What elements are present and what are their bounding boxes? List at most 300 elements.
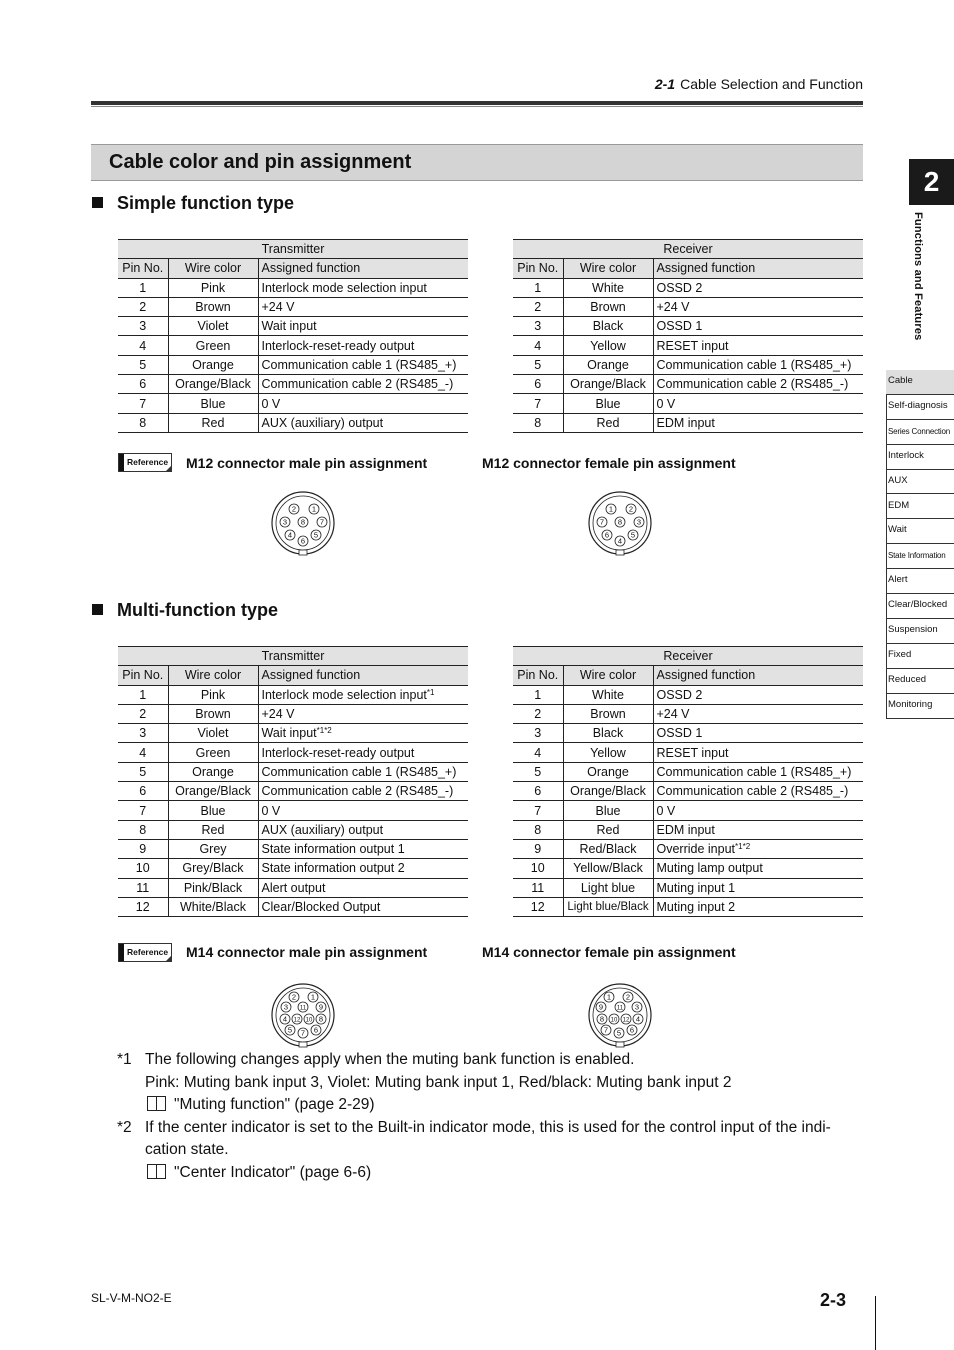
assigned-function-cell [653, 859, 863, 878]
side-tab-fixed[interactable]: Fixed [886, 644, 954, 669]
assigned-function-cell [258, 782, 468, 801]
wire-color: Green [195, 338, 231, 353]
column-header: Wire color [168, 666, 258, 685]
pin-number: 1 [139, 280, 147, 295]
pin-label: 11 [616, 1005, 624, 1012]
pin-label: 3 [636, 517, 642, 527]
assigned-function-cell [653, 317, 863, 336]
pin-number-cell [118, 762, 168, 781]
side-tab-state-information[interactable]: State Information [886, 544, 954, 569]
footnotes [117, 1049, 867, 1184]
wire-color-cell [563, 704, 653, 723]
pin-number: 3 [534, 319, 542, 334]
assigned-function: Communication cable 2 (RS485_-) [261, 377, 454, 392]
assigned-function: RESET input [656, 338, 729, 353]
column-header: Wire color [563, 666, 653, 685]
wire-color: Pink [200, 687, 226, 702]
table-row [513, 820, 863, 839]
assigned-function: Communication cable 1 (RS485_+) [656, 764, 852, 779]
assigned-function-cell [653, 375, 863, 394]
assigned-function-cell [653, 355, 863, 374]
wire-color: Black [592, 319, 624, 334]
pin-label: 5 [287, 1025, 293, 1035]
wire-color-cell [168, 355, 258, 374]
wire-color: Red [201, 822, 225, 837]
assigned-function-cell [653, 685, 863, 704]
wire-color-cell [168, 317, 258, 336]
side-tab-self-diagnosis[interactable]: Self-diagnosis [886, 395, 954, 420]
pin-number: 4 [534, 338, 542, 353]
assigned-function-cell [653, 839, 863, 858]
assigned-function: Communication cable 2 (RS485_-) [656, 784, 849, 799]
table-caption: Transmitter [118, 240, 468, 259]
pin-number-cell [118, 394, 168, 413]
pin-number-cell [513, 704, 563, 723]
table-row [513, 878, 863, 897]
wire-color-cell [563, 297, 653, 316]
assigned-function: Muting lamp output [656, 861, 763, 876]
pin-label: 1 [311, 504, 317, 514]
pin-number-cell [118, 413, 168, 432]
pin-number: 1 [534, 687, 542, 702]
pin-number-cell [513, 859, 563, 878]
pin-number: 9 [139, 842, 147, 857]
table-row [513, 336, 863, 355]
table-row [118, 413, 468, 432]
pin-label: 1 [608, 504, 614, 514]
pin-label: 10 [610, 1017, 618, 1024]
pin-number-cell [513, 317, 563, 336]
wire-color-cell [563, 413, 653, 432]
pin-number: 10 [530, 861, 545, 876]
assigned-function-cell [258, 355, 468, 374]
assigned-function-cell [653, 394, 863, 413]
pin-number: 3 [139, 319, 147, 334]
wire-color-cell [563, 743, 653, 762]
connector-key [616, 1042, 624, 1047]
pin-number: 9 [534, 842, 542, 857]
pin-number-cell [513, 413, 563, 432]
wire-color-cell [563, 724, 653, 743]
pin-number: 8 [534, 415, 542, 430]
side-tab-alert[interactable]: Alert [886, 569, 954, 594]
assigned-function-cell [653, 413, 863, 432]
pin-number: 6 [534, 784, 542, 799]
table-row [118, 724, 468, 743]
wire-color-cell [168, 413, 258, 432]
pin-number-cell [513, 897, 563, 916]
pin-number: 5 [139, 357, 147, 372]
assigned-function-cell [258, 685, 468, 704]
wire-color: White [592, 280, 624, 295]
column-header: Pin No. [118, 666, 168, 685]
wire-color: Violet [197, 726, 229, 741]
table-row [118, 839, 468, 858]
wire-color-cell [168, 762, 258, 781]
pin-number: 11 [531, 880, 545, 895]
running-header [520, 76, 863, 92]
pin-label: 8 [617, 517, 623, 527]
footnote-1-link[interactable] [145, 1094, 867, 1117]
pin-number: 7 [139, 803, 147, 818]
wire-color-cell [563, 336, 653, 355]
pin-number: 7 [534, 803, 542, 818]
pin-number-cell [513, 375, 563, 394]
reference-label: Reference [127, 947, 169, 957]
pin-number-cell [118, 743, 168, 762]
pin-label: 1 [606, 992, 612, 1002]
side-tab-monitoring[interactable]: Monitoring [886, 694, 954, 719]
pin-number-cell [118, 278, 168, 297]
table-caption: Receiver [513, 647, 863, 666]
pin-number-cell [513, 355, 563, 374]
wire-color: Blue [200, 396, 226, 411]
wire-color-cell [563, 839, 653, 858]
pin-number-cell [513, 782, 563, 801]
side-tab-suspension[interactable]: Suspension [886, 619, 954, 644]
assigned-function-cell [258, 743, 468, 762]
column-header: Assigned function [653, 666, 863, 685]
footnote-1 [117, 1049, 867, 1117]
side-tab-wait[interactable]: Wait [886, 519, 954, 544]
table-row [513, 743, 863, 762]
pin-label: 2 [625, 992, 631, 1002]
assigned-function: OSSD 1 [656, 726, 703, 741]
header-rule [91, 101, 863, 105]
assigned-function-cell [653, 336, 863, 355]
assigned-function-cell [653, 801, 863, 820]
pin-label: 9 [318, 1002, 324, 1012]
assigned-function-cell [258, 878, 468, 897]
table-row [513, 782, 863, 801]
section-banner [91, 144, 863, 181]
pin-number: 10 [135, 861, 150, 876]
wire-color: Orange [587, 764, 629, 779]
table-row [513, 375, 863, 394]
wire-color: Red [596, 822, 620, 837]
wire-color: Orange [587, 357, 629, 372]
m14-female-connector-diagram [585, 980, 655, 1050]
wire-color-cell [168, 820, 258, 839]
chapter-number-tab[interactable]: 2 [909, 159, 954, 205]
table-row [118, 859, 468, 878]
footnote-1-link-text[interactable]: "Muting function" (page 2-29) [174, 1096, 375, 1113]
wire-color: Brown [195, 300, 231, 315]
pin-number: 4 [534, 745, 542, 760]
pin-label: 7 [300, 1028, 306, 1038]
pin-label: 12 [293, 1017, 301, 1024]
pin-label: 4 [635, 1014, 641, 1024]
chapter-title-vertical [910, 212, 928, 362]
wire-color-cell [168, 704, 258, 723]
multi-heading-text: Multi-function type [117, 600, 278, 620]
assigned-function: OSSD 2 [656, 687, 703, 702]
assigned-function: Communication cable 1 (RS485_+) [656, 357, 852, 372]
wire-color: Blue [200, 803, 226, 818]
table-row [513, 724, 863, 743]
pin-number: 2 [534, 707, 542, 722]
wire-color: Orange/Black [570, 784, 646, 799]
pin-label: 4 [282, 1014, 288, 1024]
wire-color-cell [168, 336, 258, 355]
table-row [118, 375, 468, 394]
page-number: 2-3 [820, 1290, 847, 1310]
pin-label: 7 [603, 1025, 609, 1035]
assigned-function: +24 V [261, 300, 295, 315]
reference-icon [118, 943, 172, 962]
table-row [118, 317, 468, 336]
assigned-function-cell [653, 278, 863, 297]
assigned-function-cell [653, 878, 863, 897]
header-section-number: 2-1 [654, 76, 676, 92]
table-row [118, 897, 468, 916]
wire-color: Orange [192, 764, 234, 779]
wire-color: Grey [199, 842, 227, 857]
bullet-square [92, 604, 103, 615]
pin-number-cell [118, 297, 168, 316]
assigned-function: OSSD 2 [656, 280, 703, 295]
pin-label: 2 [628, 504, 634, 514]
wire-color: Pink/Black [183, 880, 243, 895]
pin-label: 3 [283, 1002, 289, 1012]
table-row [118, 704, 468, 723]
assigned-function-cell [258, 762, 468, 781]
footnote-2-link[interactable] [145, 1162, 867, 1185]
side-tab-cable[interactable]: Cable [886, 370, 954, 395]
assigned-function: +24 V [261, 707, 295, 722]
table-row [118, 743, 468, 762]
footnote-1-line1: The following changes apply when the muting bank function is enabled. [145, 1051, 635, 1068]
wire-color-cell [563, 801, 653, 820]
wire-color: Yellow [590, 338, 626, 353]
book-icon [147, 1164, 166, 1179]
wire-color-cell [563, 317, 653, 336]
assigned-function: Communication cable 2 (RS485_-) [656, 377, 849, 392]
wire-color-cell [563, 782, 653, 801]
column-header: Assigned function [258, 259, 468, 278]
pin-number-cell [513, 278, 563, 297]
wire-color-cell [168, 859, 258, 878]
table-row [118, 336, 468, 355]
wire-color: Blue [595, 396, 621, 411]
table-row [513, 297, 863, 316]
assigned-function-cell [258, 375, 468, 394]
wire-color-cell [168, 394, 258, 413]
wire-color: Blue [595, 803, 621, 818]
m12-female-caption: M12 connector female pin assignment [482, 455, 736, 471]
column-header: Wire color [168, 259, 258, 278]
table-row [118, 820, 468, 839]
table-row [118, 355, 468, 374]
assigned-function: Wait input [261, 726, 317, 741]
assigned-function-cell [653, 782, 863, 801]
pin-label: 6 [300, 536, 306, 546]
wire-color: Black [592, 726, 624, 741]
assigned-function-cell [653, 897, 863, 916]
wire-color: Red [201, 415, 225, 430]
header-section-title: Cable Selection and Function [680, 76, 863, 92]
wire-color-cell [168, 685, 258, 704]
wire-color-cell [563, 394, 653, 413]
pin-number: 11 [136, 880, 150, 895]
footnote-2-mark: *2 [117, 1118, 132, 1136]
pin-number-cell [118, 782, 168, 801]
pin-number: 4 [139, 338, 147, 353]
assigned-function: OSSD 1 [656, 319, 703, 334]
column-header: Wire color [563, 259, 653, 278]
pin-number: 1 [139, 687, 147, 702]
wire-color-cell [168, 724, 258, 743]
assigned-function-cell [258, 859, 468, 878]
multi-receiver-table [513, 646, 863, 917]
page-number-rule [875, 1296, 876, 1350]
wire-color: White/Black [180, 900, 246, 914]
pin-label: 8 [318, 1014, 324, 1024]
pin-number: 7 [139, 396, 147, 411]
wire-color-cell [168, 743, 258, 762]
assigned-function: Communication cable 1 (RS485_+) [261, 357, 457, 372]
multi-heading [92, 600, 278, 621]
pin-label: 3 [282, 517, 288, 527]
wire-color-cell [563, 375, 653, 394]
pin-number: 4 [139, 745, 147, 760]
connector-key [299, 1042, 307, 1047]
m14-female-caption: M14 connector female pin assignment [482, 944, 736, 960]
assigned-function: EDM input [656, 822, 715, 837]
assigned-function-cell [258, 413, 468, 432]
assigned-function-cell [258, 724, 468, 743]
wire-color: Orange/Black [570, 377, 646, 392]
wire-color: Red/Black [579, 842, 637, 857]
pin-number: 8 [534, 822, 542, 837]
assigned-function: 0 V [261, 803, 281, 818]
column-header: Pin No. [513, 259, 563, 278]
footnote-2-link-text[interactable]: "Center Indicator" (page 6-6) [174, 1163, 372, 1181]
assigned-function-cell [258, 897, 468, 916]
table-row [118, 878, 468, 897]
assigned-function: 0 V [656, 396, 676, 411]
wire-color: Orange/Black [175, 784, 251, 799]
wire-color-cell [563, 278, 653, 297]
wire-color: Light blue/Black [567, 901, 649, 913]
document-id: SL-V-M-NO2-E [91, 1291, 172, 1305]
pin-number-cell [118, 801, 168, 820]
simple-heading-text: Simple function type [117, 193, 295, 213]
table-caption: Receiver [513, 240, 863, 259]
assigned-function-cell [258, 839, 468, 858]
m12-female-connector-diagram [585, 488, 655, 558]
wire-color: Orange/Black [175, 377, 251, 392]
pin-number-cell [513, 801, 563, 820]
wire-color-cell [563, 685, 653, 704]
pin-number-cell [118, 859, 168, 878]
assigned-function: +24 V [656, 300, 690, 315]
connector-key [299, 550, 307, 555]
column-header: Pin No. [118, 259, 168, 278]
column-header: Assigned function [653, 259, 863, 278]
pin-label: 6 [313, 1025, 319, 1035]
table-row [118, 685, 468, 704]
wire-color: Brown [590, 300, 626, 315]
simple-heading [92, 193, 294, 214]
assigned-function: Communication cable 1 (RS485_+) [261, 764, 457, 779]
table-row [513, 839, 863, 858]
wire-color: Light blue [580, 880, 636, 895]
assigned-function: AUX (auxiliary) output [261, 822, 384, 837]
multi-transmitter-table [118, 646, 468, 917]
assigned-function: Interlock mode selection input [261, 280, 427, 295]
pin-number-cell [118, 317, 168, 336]
wire-color: Brown [195, 707, 231, 722]
pin-number: 6 [139, 377, 147, 392]
wire-color-cell [168, 801, 258, 820]
assigned-function-cell [653, 297, 863, 316]
table-row [118, 782, 468, 801]
side-tab-interlock[interactable]: Interlock [886, 445, 954, 470]
pin-number-cell [118, 685, 168, 704]
assigned-function-cell [258, 336, 468, 355]
pin-label: 5 [616, 1028, 622, 1038]
footnote-2 [117, 1117, 867, 1185]
assigned-function: Interlock-reset-ready output [261, 745, 415, 760]
pin-number-cell [513, 743, 563, 762]
pin-label: 8 [599, 1014, 605, 1024]
pin-label: 7 [319, 517, 325, 527]
pin-number: 5 [139, 764, 147, 779]
m12-male-caption: M12 connector male pin assignment [186, 455, 428, 471]
pin-label: 2 [291, 504, 297, 514]
m14-male-connector-diagram [268, 980, 338, 1050]
side-tab-clear-blocked[interactable]: Clear/Blocked [886, 594, 954, 619]
assigned-function: Muting input 2 [656, 900, 736, 914]
pin-label: 1 [310, 992, 316, 1002]
wire-color-cell [168, 782, 258, 801]
pin-label: 8 [300, 517, 306, 527]
wire-color-cell [168, 839, 258, 858]
wire-color-cell [168, 375, 258, 394]
simple-transmitter-table [118, 239, 468, 433]
assigned-function-cell [653, 762, 863, 781]
table-caption: Transmitter [118, 647, 468, 666]
assigned-function: 0 V [261, 396, 281, 411]
wire-color-cell [563, 762, 653, 781]
footnote-2-line2: cation state. [145, 1141, 229, 1158]
footnote-ref: *1*2 [735, 842, 751, 852]
side-tab-reduced[interactable]: Reduced [886, 669, 954, 694]
wire-color: Green [195, 745, 231, 760]
pin-number-cell [118, 704, 168, 723]
pin-number: 12 [530, 900, 545, 914]
assigned-function: AUX (auxiliary) output [261, 415, 384, 430]
assigned-function-cell [258, 394, 468, 413]
side-tab-series-connection[interactable]: Series Connection [886, 420, 954, 445]
pin-number-cell [118, 724, 168, 743]
table-row [118, 801, 468, 820]
table-row [513, 762, 863, 781]
side-tab-edm[interactable]: EDM [886, 495, 954, 520]
assigned-function: 0 V [656, 803, 676, 818]
pin-number: 12 [135, 900, 150, 914]
bullet-square [92, 197, 103, 208]
pin-label: 5 [630, 530, 636, 540]
side-tab-aux[interactable]: AUX [886, 470, 954, 495]
pin-label: 9 [598, 1002, 604, 1012]
connector-key [616, 550, 624, 555]
table-row [513, 859, 863, 878]
assigned-function: Muting input 1 [656, 880, 736, 895]
pin-label: 4 [287, 530, 293, 540]
assigned-function-cell [258, 297, 468, 316]
